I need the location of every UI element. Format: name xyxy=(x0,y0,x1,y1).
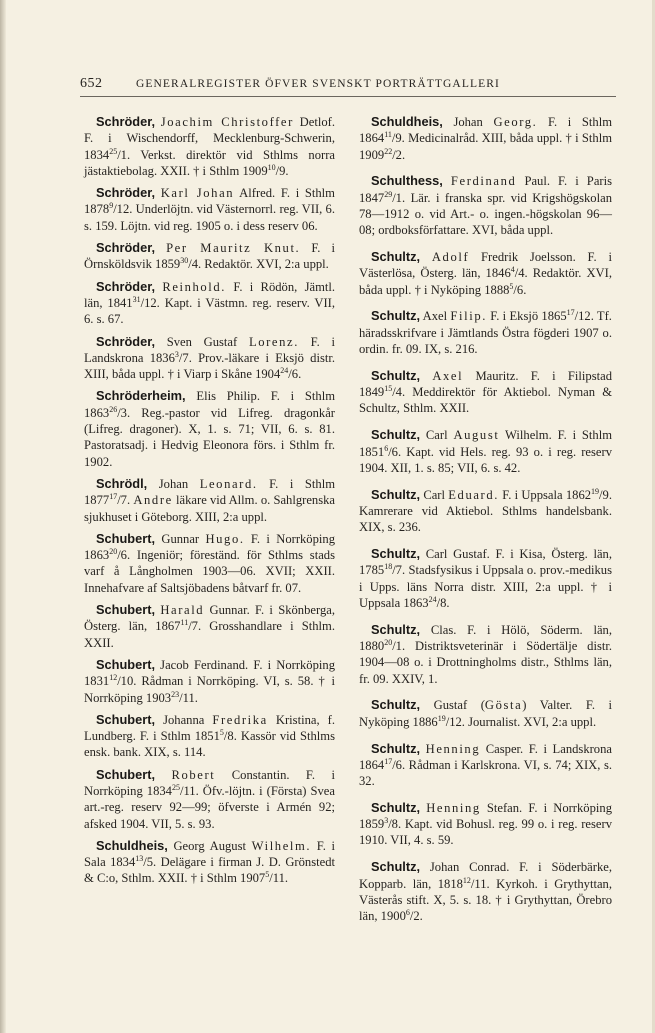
entry-surname: Schultz, xyxy=(371,308,421,324)
entry-surname: Schuldheis, xyxy=(371,114,443,129)
entry-text: /9. xyxy=(275,163,289,178)
entry-spaced-name: Fredrika xyxy=(212,712,268,727)
register-entry xyxy=(359,697,612,730)
register-entry xyxy=(84,185,335,234)
entry-text: Wilhelm. F. i Sthlm 1851 xyxy=(359,428,612,459)
register-entry xyxy=(359,859,612,924)
register-entry xyxy=(359,114,612,163)
entry-text: /12. Journalist. XVI, 2:a uppl. xyxy=(445,714,597,729)
register-entry xyxy=(359,487,612,536)
date-day-superscript: 25 xyxy=(171,782,180,792)
entry-surname: Schultz, xyxy=(371,799,421,815)
entry-text: /7. Grosshandlare i Sthlm. XXII. xyxy=(84,619,336,650)
entry-text: Gustaf ( xyxy=(433,698,485,713)
register-entry xyxy=(359,800,612,849)
entry-surname: Schröder, xyxy=(96,278,156,294)
entry-text: F. i Landskrona 1836 xyxy=(84,334,336,365)
entry-text: Mauritz. F. i Filipstad 1849 xyxy=(359,368,612,400)
date-day-superscript: 17 xyxy=(384,756,393,766)
date-day-superscript: 18 xyxy=(384,562,393,572)
entry-text: Carl Gustaf. F. i Kisa, Österg. län, 1785 xyxy=(359,547,613,578)
entry-text: /4. Redaktör. XVI, båda uppl. † i Nyköping 1888 xyxy=(359,266,612,297)
entry-text: /9. Kamrerare vid Aktiebol. Sthlms handelsbank. XIX, s. 236. xyxy=(359,487,612,535)
entry-text: /1. Lär. i franska spr. vid Krigshögskolan 78—1912 o. vid Art.- o. ingen.-högskolan 96—08; ordboksförfattare. XVI, båda uppl. xyxy=(359,190,612,238)
register-entry xyxy=(84,476,335,525)
register-entry xyxy=(359,622,612,687)
entry-text: Alfred. F. i Sthlm 1878 xyxy=(84,186,335,217)
entry-surname: Schultz, xyxy=(371,740,421,756)
register-entry xyxy=(359,308,612,357)
entry-spaced-name: Leonard. xyxy=(199,476,258,491)
running-title: GENERALREGISTER ÖFVER SVENSKT PORTRÄTTGALLERI xyxy=(136,78,500,90)
date-day-superscript: 29 xyxy=(384,189,393,199)
entry-text: /1. Distriktsveterinär i Södertälje distr. 1904—08 o. i Drottningholms distr., Sthlms län, fr. 09. XXIV, 1. xyxy=(359,639,612,686)
entry-text: Axel xyxy=(422,309,451,324)
entry-spaced-name: Wilhelm. xyxy=(251,838,312,853)
entry-text: ) Valter. F. i Nyköping 1886 xyxy=(359,698,612,729)
entry-text: Detlof. F. i Wischendorff, Mecklenburg-Schwerin, 1834 xyxy=(84,115,335,162)
entry-surname: Schultz, xyxy=(371,621,421,637)
date-day-superscript: 4 xyxy=(510,265,515,275)
entry-spaced-name: Henning xyxy=(425,741,481,756)
entry-text: /8. Kassör vid Sthlms ensk. bank. XIX, s. 114. xyxy=(84,729,335,760)
register-entry xyxy=(84,767,335,832)
date-day-superscript: 17 xyxy=(566,308,575,318)
entry-text: /11. Kyrkoh. i Grythyttan, Västerås stift. X, 5. s. 18. † i Grythyttan, Örebro län, 1900 xyxy=(359,876,612,924)
entry-text: /6. Ingeniör; föreständ. för Sthlms stads varf å Långholmen 1903—06. XVII; XXII. Innehafvare af Saltsjöbadens båtvarf fr. 07. xyxy=(84,548,335,595)
entry-text: F. i Sthlm 1877 xyxy=(84,476,336,508)
date-day-superscript: 5 xyxy=(265,870,270,880)
entry-surname: Schuldheis, xyxy=(96,837,168,853)
register-entry xyxy=(84,334,335,383)
register-entry xyxy=(359,546,612,611)
entry-spaced-name: Adolf xyxy=(431,250,470,265)
date-day-superscript: 3 xyxy=(384,816,389,826)
entry-surname: Schubert, xyxy=(96,602,156,618)
date-day-superscript: 12 xyxy=(462,875,471,885)
date-day-superscript: 10 xyxy=(267,162,276,172)
entry-spaced-name: Gösta xyxy=(484,698,523,713)
date-day-superscript: 23 xyxy=(171,689,180,699)
entry-spaced-name: Axel xyxy=(432,368,464,383)
date-day-superscript: 11 xyxy=(384,130,392,140)
entry-text: Georg August xyxy=(173,838,252,853)
entry-text: F. i Eksjö 1865 xyxy=(486,309,567,324)
entry-spaced-name: Karl Johan xyxy=(160,186,235,201)
entry-text: /6. Kapt. vid Hels. reg. 93 o. i reg. reserv 1904. XII, 1. s. 85; VII, 6. s. 42. xyxy=(359,444,612,475)
page-number: 652 xyxy=(80,76,103,91)
entry-spaced-name: Harald xyxy=(160,603,205,618)
entry-surname: Schröder, xyxy=(96,333,156,349)
entry-text: /9. Medicinalråd. XIII, båda uppl. † i Sthlm 1909 xyxy=(359,131,612,162)
entry-text: Gunnar xyxy=(161,531,206,546)
entry-text: /4. Meddirektör för Aktiebol. Nyman & Schultz, Sthlm. XXII. xyxy=(359,385,612,416)
entry-text: Kristina, f. Lundberg. F. i Sthlm 1851 xyxy=(84,712,335,744)
entry-surname: Schröder, xyxy=(96,114,156,129)
register-entry xyxy=(359,173,612,238)
entry-surname: Schultz, xyxy=(371,367,421,383)
register-entry xyxy=(84,114,335,179)
date-day-superscript: 24 xyxy=(280,366,289,376)
entry-text: /6. xyxy=(513,282,527,297)
register-entry xyxy=(84,657,335,706)
entry-spaced-name: Eduard. xyxy=(448,487,499,502)
entry-text: Casper. F. i Landskrona 1864 xyxy=(359,741,612,772)
entry-text: Elis Philip. F. i Sthlm 1863 xyxy=(84,389,335,420)
date-day-superscript: 25 xyxy=(109,146,118,156)
entry-spaced-name: Reinhold. xyxy=(162,279,227,294)
register-entry xyxy=(359,249,612,298)
date-day-superscript: 24 xyxy=(428,594,437,604)
date-day-superscript: 19 xyxy=(437,713,446,723)
entry-text: Sven Gustaf xyxy=(166,334,249,349)
entry-text: Clas. F. i Hölö, Söderm. län, 1880 xyxy=(359,622,612,654)
entry-text: Johan xyxy=(453,115,494,129)
date-day-superscript: 6 xyxy=(405,908,410,918)
date-day-superscript: 3 xyxy=(174,349,179,359)
date-day-superscript: 19 xyxy=(591,486,600,496)
entry-spaced-name: Per Mauritz Knut. xyxy=(166,241,301,256)
entry-text: /3. Reg.-pastor vid Lifreg. dragonkår (Lifreg. dragoner). X, 1. s. 71; VII, 6. s. 81. Pastoratsadj. i Hedvig Eleonora förs. i Sthlm fr. 1902. xyxy=(84,405,335,469)
entry-text: Johan xyxy=(158,476,200,491)
entry-text: /11. xyxy=(179,690,198,705)
entry-spaced-name: Georg. xyxy=(493,115,538,129)
entry-text: F. i Örnsköldsvik 1859 xyxy=(84,241,335,272)
entry-text: Gunnar. F. i Skönberga, Österg. län, 1867 xyxy=(84,603,335,634)
entry-text: Carl xyxy=(423,487,449,502)
register-entry xyxy=(84,240,335,273)
register-entry xyxy=(359,741,612,790)
entry-text: /8. xyxy=(436,595,450,610)
entry-text: /7. Stadsfysikus i Uppsala o. prov.-medikus i Upps. läns Norra distr. XIII, 2:a uppl. † i Uppsala 1863 xyxy=(359,563,612,610)
date-day-superscript: 31 xyxy=(132,294,141,304)
entry-text: /2. xyxy=(409,909,423,924)
entry-surname: Schröder, xyxy=(96,185,156,201)
entry-surname: Schultz, xyxy=(371,697,421,713)
register-entry xyxy=(359,427,612,476)
entry-spaced-name: August xyxy=(453,428,500,443)
entry-surname: Schultz, xyxy=(371,249,421,265)
entry-text: /8. Kapt. vid Bohusl. reg. 99 o. i reg. reserv 1910. VII, 4. s. 59. xyxy=(359,817,612,848)
entry-surname: Schubert, xyxy=(96,766,156,782)
entry-text: F. i Sala 1834 xyxy=(84,838,336,870)
entry-text: Stefan. F. i Norrköping 1859 xyxy=(359,800,612,832)
entry-surname: Schubert, xyxy=(96,711,156,727)
entry-text: Fredrik Joelsson. F. i Västerlösa, Österg. län, 1846 xyxy=(359,250,612,281)
entry-text: F. i Norrköping 1863 xyxy=(84,531,335,563)
entry-text: F. i Sthlm 1864 xyxy=(359,115,612,146)
entry-text: Jacob Ferdinand. F. i Norrköping 1831 xyxy=(84,657,335,689)
entry-surname: Schubert, xyxy=(96,656,156,672)
entry-text: Johan Conrad. F. i Söderbärke, Kopparb. län, 1818 xyxy=(359,860,612,891)
date-day-superscript: 5 xyxy=(509,281,514,291)
entry-spaced-name: Filip. xyxy=(450,309,487,324)
entry-text: läkare vid Allm. o. Sahlgrenska sjukhuset i Göteborg. XIII, 2:a uppl. xyxy=(84,493,336,524)
entry-spaced-name: Andre xyxy=(133,493,173,508)
entry-spaced-name: Henning xyxy=(426,800,481,815)
entry-surname: Schultz, xyxy=(371,427,421,443)
entry-text: /12. Underlöjtn. vid Västernorrl. reg. VII, 6. s. 159. Löjtn. vid reg. 1905 o. i dess reserv 06. xyxy=(84,202,335,233)
register-entry xyxy=(359,368,612,417)
register-entry xyxy=(84,602,335,651)
date-day-superscript: 13 xyxy=(135,854,144,864)
entry-spaced-name: Ferdinand xyxy=(450,174,517,189)
entry-surname: Schrödl, xyxy=(96,475,148,491)
date-day-superscript: 6 xyxy=(384,443,389,453)
entry-text: Johanna xyxy=(163,712,213,727)
entry-text: /4. Redaktör. XVI, 2:a uppl. xyxy=(188,257,329,272)
entry-spaced-name: Hugo. xyxy=(205,531,245,546)
entry-text: F. i Uppsala 1862 xyxy=(498,487,592,502)
page-header xyxy=(80,76,616,97)
date-day-superscript: 11 xyxy=(180,618,189,628)
date-day-superscript: 30 xyxy=(180,256,189,266)
entry-text: /11. xyxy=(269,871,289,886)
page-binding-edge xyxy=(0,0,6,1033)
entry-text: /12. Tf. häradsskrifvare i Jämtlands Östra fögderi 1907 o. ordin. fr. 09. IX, s. 216. xyxy=(359,309,612,357)
date-day-superscript: 17 xyxy=(109,492,118,502)
date-day-superscript: 20 xyxy=(109,547,118,557)
entry-text: /1. Verkst. direktör vid Sthlms norra jästaktiebolag. XXII. † i Sthlm 1909 xyxy=(84,147,335,178)
register-entry xyxy=(84,279,335,328)
entry-text: /6. Rådman i Karlskrona. VI, s. 74; XIX, s. 32. xyxy=(359,757,612,789)
register-entry xyxy=(84,712,335,761)
entry-surname: Schultz, xyxy=(371,546,421,562)
entry-text: F. i Rödön, Jämtl. län, 1841 xyxy=(84,279,336,310)
date-day-superscript: 9 xyxy=(109,201,114,211)
date-day-superscript: 20 xyxy=(384,638,393,648)
entry-text: /12. Kapt. i Västmn. reg. reserv. VII, 6. s. 67. xyxy=(84,295,335,327)
entry-surname: Schröder, xyxy=(96,240,156,256)
register-entry xyxy=(84,531,335,596)
left-column xyxy=(84,114,335,893)
entry-text: /6. xyxy=(288,367,302,382)
entry-text: /7. Prov.-läkare i Eksjö distr. XIII, båda uppl. † i Viarp i Skåne 1904 xyxy=(84,350,335,382)
entry-text: Carl xyxy=(425,428,454,443)
entry-text: /5. Delägare i firman J. D. Grönstedt & C:o, Sthlm. XXII. † i Sthlm 1907 xyxy=(84,855,335,886)
register-entry xyxy=(84,388,335,469)
entry-text: /11. Öfv.-löjtn. i (Första) Svea art.-reg. reserv 92—99; öfverste i Armén 92; afsked 1904. VII, 5. s. 93. xyxy=(84,783,335,831)
entry-spaced-name: Joachim Christoffer xyxy=(160,115,294,129)
entry-surname: Schultz, xyxy=(371,859,421,875)
entry-surname: Schultz, xyxy=(371,486,421,502)
entry-surname: Schröderheim, xyxy=(96,388,186,404)
date-day-superscript: 22 xyxy=(384,146,393,156)
entry-spaced-name: Robert xyxy=(171,767,216,782)
date-day-superscript: 26 xyxy=(109,404,118,414)
entry-text: /7. xyxy=(117,493,134,508)
date-day-superscript: 5 xyxy=(219,728,224,738)
entry-spaced-name: Lorenz. xyxy=(248,334,299,349)
right-column xyxy=(359,114,612,935)
entry-surname: Schubert, xyxy=(96,530,156,546)
entry-text: /2. xyxy=(392,147,406,162)
entry-text: Paul. F. i Paris 1847 xyxy=(359,174,612,205)
entry-text: Constantin. F. i Norrköping 1834 xyxy=(84,767,336,798)
entry-surname: Schulthess, xyxy=(371,173,443,189)
entry-text: /10. Rådman i Norrköping. VI, s. 58. † i Norrköping 1903 xyxy=(84,674,335,705)
date-day-superscript: 15 xyxy=(384,384,393,394)
register-entry xyxy=(84,838,335,887)
date-day-superscript: 12 xyxy=(109,673,118,683)
